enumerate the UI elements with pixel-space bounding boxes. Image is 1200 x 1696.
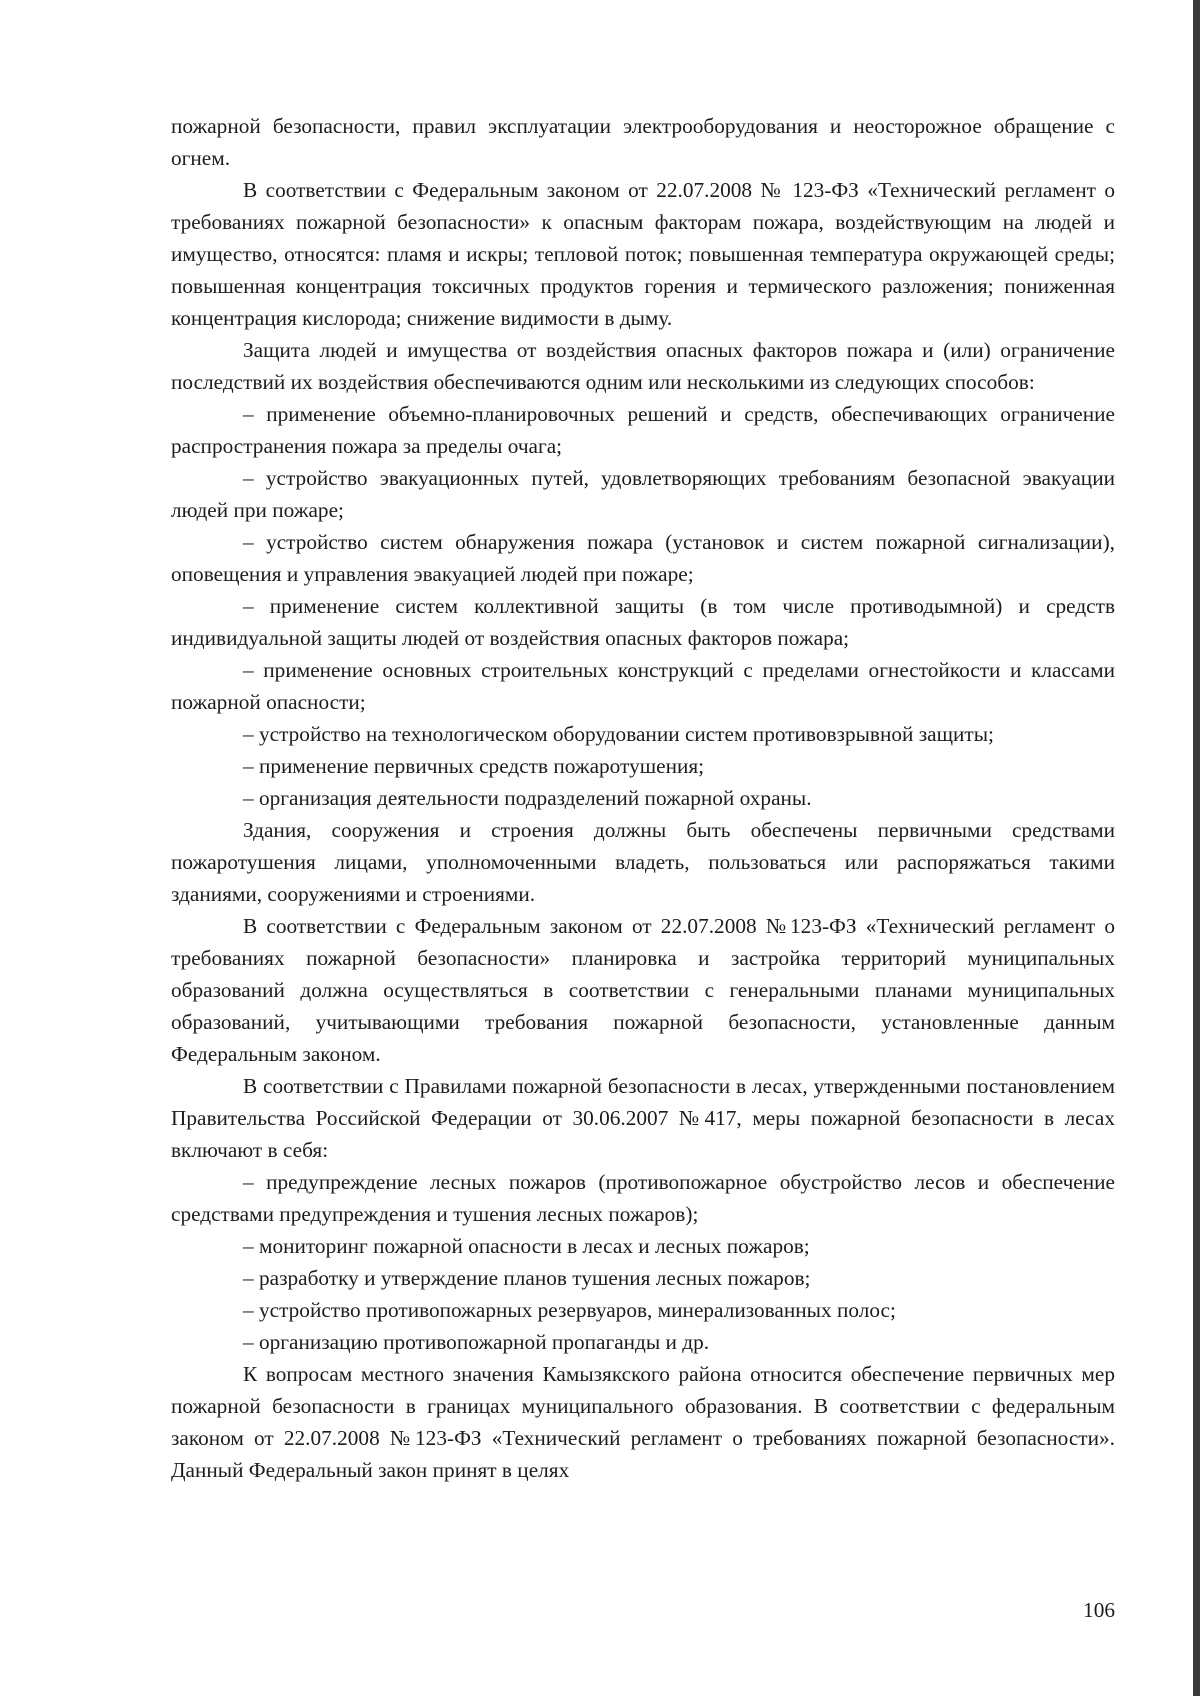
paragraph-6: В соответствии с Правилами пожарной безопасности в лесах, утвержденными постановлением Правительства Российской Федерации от 30.06.2007 №417, меры пожарной безопасности в лесах включают в себя:	[171, 1074, 1115, 1162]
list-item-2: – устройство эвакуационных путей, удовлетворяющих требованиям безопасной эвакуации людей при пожаре;	[171, 466, 1115, 522]
list-item-7: – применение первичных средств пожаротушения;	[243, 754, 705, 778]
paragraph-4: Здания, сооружения и строения должны быть обеспечены первичными средствами пожаротушения лицами, уполномоченными владеть, пользоваться или распоряжаться такими зданиями, сооружениями и строениями.	[171, 818, 1115, 906]
list-item-13: – организацию противопожарной пропаганды и др.	[243, 1330, 710, 1354]
list-item-8: – организация деятельности подразделений пожарной охраны.	[243, 786, 812, 810]
list-item-9: – предупреждение лесных пожаров (противопожарное обустройство лесов и обеспечение средствами предупреждения и тушения лесных пожаров);	[171, 1170, 1115, 1226]
list-item-1: – применение объемно-планировочных решений и средств, обеспечивающих ограничение распространения пожара за пределы очага;	[171, 402, 1115, 458]
list-item-10: – мониторинг пожарной опасности в лесах и лесных пожаров;	[243, 1234, 810, 1258]
paragraph-5: В соответствии с Федеральным законом от 22.07.2008 №123-ФЗ «Технический регламент о требованиях пожарной безопасности» планировка и застройка территорий муниципальных образований должна осуществляться в соответствии с генеральными планами муниципальных образований, учитывающими требования пожарной безопасности, установленные данным Федеральным законом.	[171, 914, 1115, 1066]
paragraph-7: К вопросам местного значения Камызякского района относится обеспечение первичных мер пожарной безопасности в границах муниципального образования. В соответствии с федеральным законом от 22.07.2008 №123-ФЗ «Технический регламент о требованиях пожарной безопасности». Данный Федеральный закон принят в целях	[171, 1362, 1115, 1482]
page-edge	[1193, 0, 1200, 1696]
list-item-4: – применение систем коллективной защиты (в том числе противодымной) и средств индивидуальной защиты людей от воздействия опасных факторов пожара;	[171, 594, 1115, 650]
list-item-5: – применение основных строительных конструкций с пределами огнестойкости и классами пожарной опасности;	[171, 658, 1115, 714]
list-item-12: – устройство противопожарных резервуаров, минерализованных полос;	[243, 1298, 896, 1322]
paragraph-3: Защита людей и имущества от воздействия опасных факторов пожара и (или) ограничение последствий их воздействия обеспечиваются одним или несколькими из следующих способов:	[171, 338, 1115, 394]
paragraph-1: пожарной безопасности, правил эксплуатации электрооборудования и неосторожное обращение с огнем.	[171, 114, 1115, 170]
document-body	[171, 110, 1115, 1486]
list-item-11: – разработку и утверждение планов тушения лесных пожаров;	[243, 1266, 811, 1290]
list-item-6: – устройство на технологическом оборудовании систем противовзрывной защиты;	[243, 722, 994, 746]
page-number: 106	[1083, 1598, 1115, 1622]
paragraph-2: В соответствии с Федеральным законом от 22.07.2008 № 123-ФЗ «Технический регламент о требованиях пожарной безопасности» к опасным факторам пожара, воздействующим на людей и имущество, относятся: пламя и искры; тепловой поток; повышенная температура окружающей среды; повышенная концентрация токсичных продуктов горения и термического разложения; пониженная концентрация кислорода; снижение видимости в дыму.	[171, 178, 1115, 330]
list-item-3: – устройство систем обнаружения пожара (установок и систем пожарной сигнализации), оповещения и управления эвакуацией людей при пожаре;	[171, 530, 1115, 586]
